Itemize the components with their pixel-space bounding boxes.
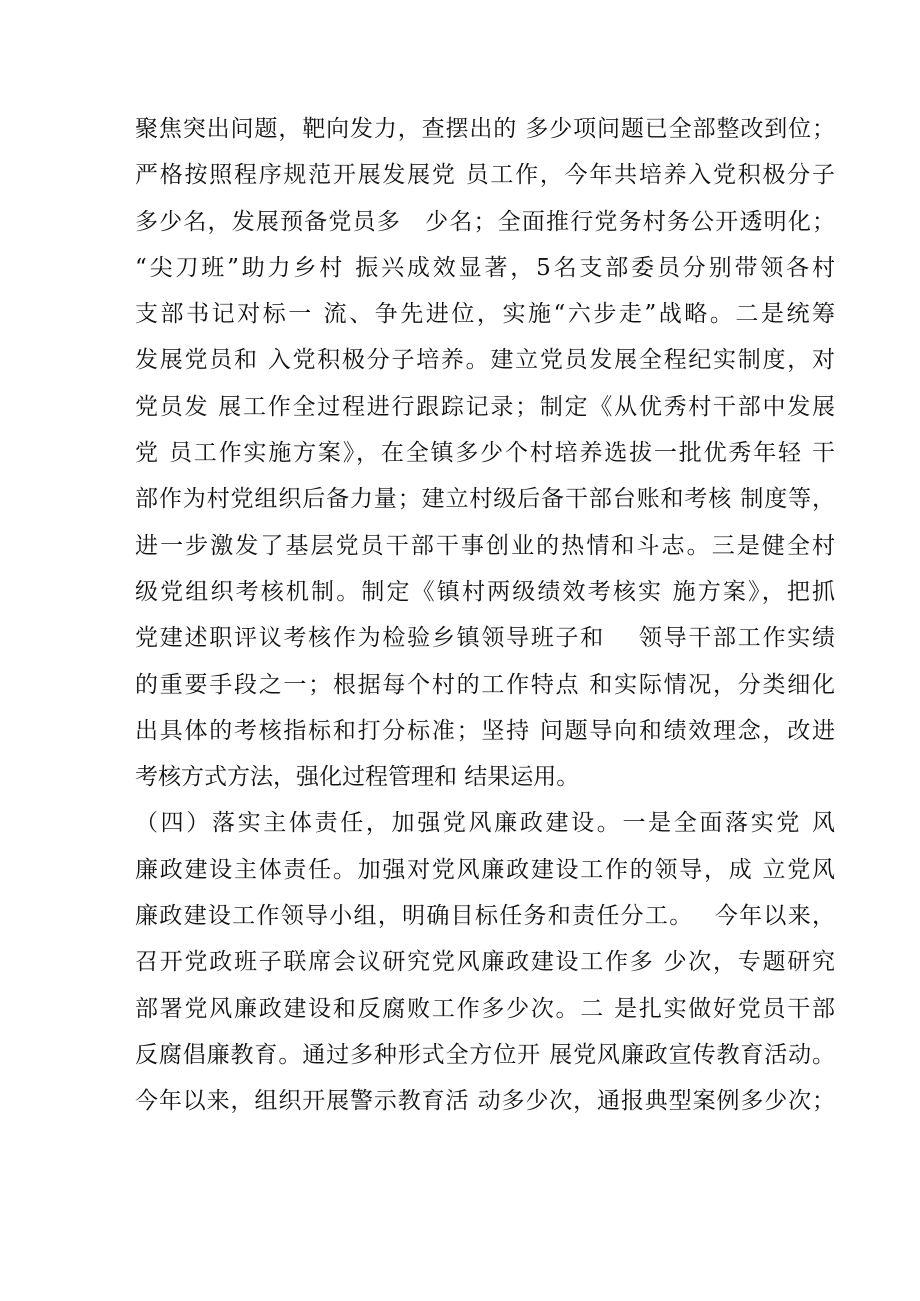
text-line: 召开党政班子联席会议研究党风廉政建设工作多 少次，专题研究 — [135, 949, 835, 976]
text-line: 聚焦突出问题，靶向发力，查摆出的 多少项问题已全部整改到位； — [135, 116, 835, 142]
text-line: 严格按照程序规范开展发展党 员工作，今年共培养入党积极分子 — [135, 162, 835, 189]
text-line: 党建述职评议考核作为检验乡镇领导班子和 领导干部工作实绩 — [135, 625, 835, 652]
text-line: 党员发 展工作全过程进行跟踪记录；制定《从优秀村干部中发展 — [135, 393, 835, 420]
text-line: 廉政建设工作领导小组，明确目标任务和责任分工。 今年以来， — [135, 903, 835, 930]
text-line: 出具体的考核指标和打分标准；坚持 问题导向和绩效理念，改进 — [135, 717, 835, 744]
text-line: 今年以来，组织开展警示教育活 动多少次，通报典型案例多少次； — [135, 1088, 835, 1115]
text-line: 反腐倡廉教育。通过多种形式全方位开 展党风廉政宣传教育活动。 — [135, 1041, 835, 1068]
text-line: 多少名，发展预备党员多 少名；全面推行党务村务公开透明化； — [135, 208, 835, 235]
text-line: 支部书记对标一 流、争先进位，实施“六步走”战略。二是统筹 — [135, 301, 835, 328]
text-line: 党 员工作实施方案》，在全镇多少个村培养选拔一批优秀年轻 干 — [135, 440, 835, 467]
text-line: 的重要手段之一；根据每个村的工作特点 和实际情况，分类细化 — [135, 671, 835, 698]
text-line: 部作为村党组织后备力量；建立村级后备干部台账和考核 制度等， — [135, 486, 835, 513]
text-line: 进一步激发了基层党员干部干事创业的热情和斗志。三是健全村 — [135, 532, 835, 559]
text-line: “尖刀班”助力乡村 振兴成效显著，5名支部委员分别带领各村 — [135, 254, 835, 281]
text-line: 部署党风廉政建设和反腐败工作多少次。二 是扎实做好党员干部 — [135, 995, 835, 1022]
text-line: 级党组织考核机制。制定《镇村两级绩效考核实 施方案》，把抓 — [135, 578, 835, 605]
body-text — [135, 106, 835, 1125]
text-line: 发展党员和 入党积极分子培养。建立党员发展全程纪实制度，对 — [135, 347, 835, 374]
text-line: 廉政建设主体责任。加强对党风廉政建设工作的领导，成 立党风 — [135, 856, 835, 883]
section-heading-line: （四）落实主体责任，加强党风廉政建设。一是全面落实党 风 — [135, 810, 835, 837]
paragraph-end-line: 考核方式方法，强化过程管理和 结果运用。 — [135, 764, 580, 791]
